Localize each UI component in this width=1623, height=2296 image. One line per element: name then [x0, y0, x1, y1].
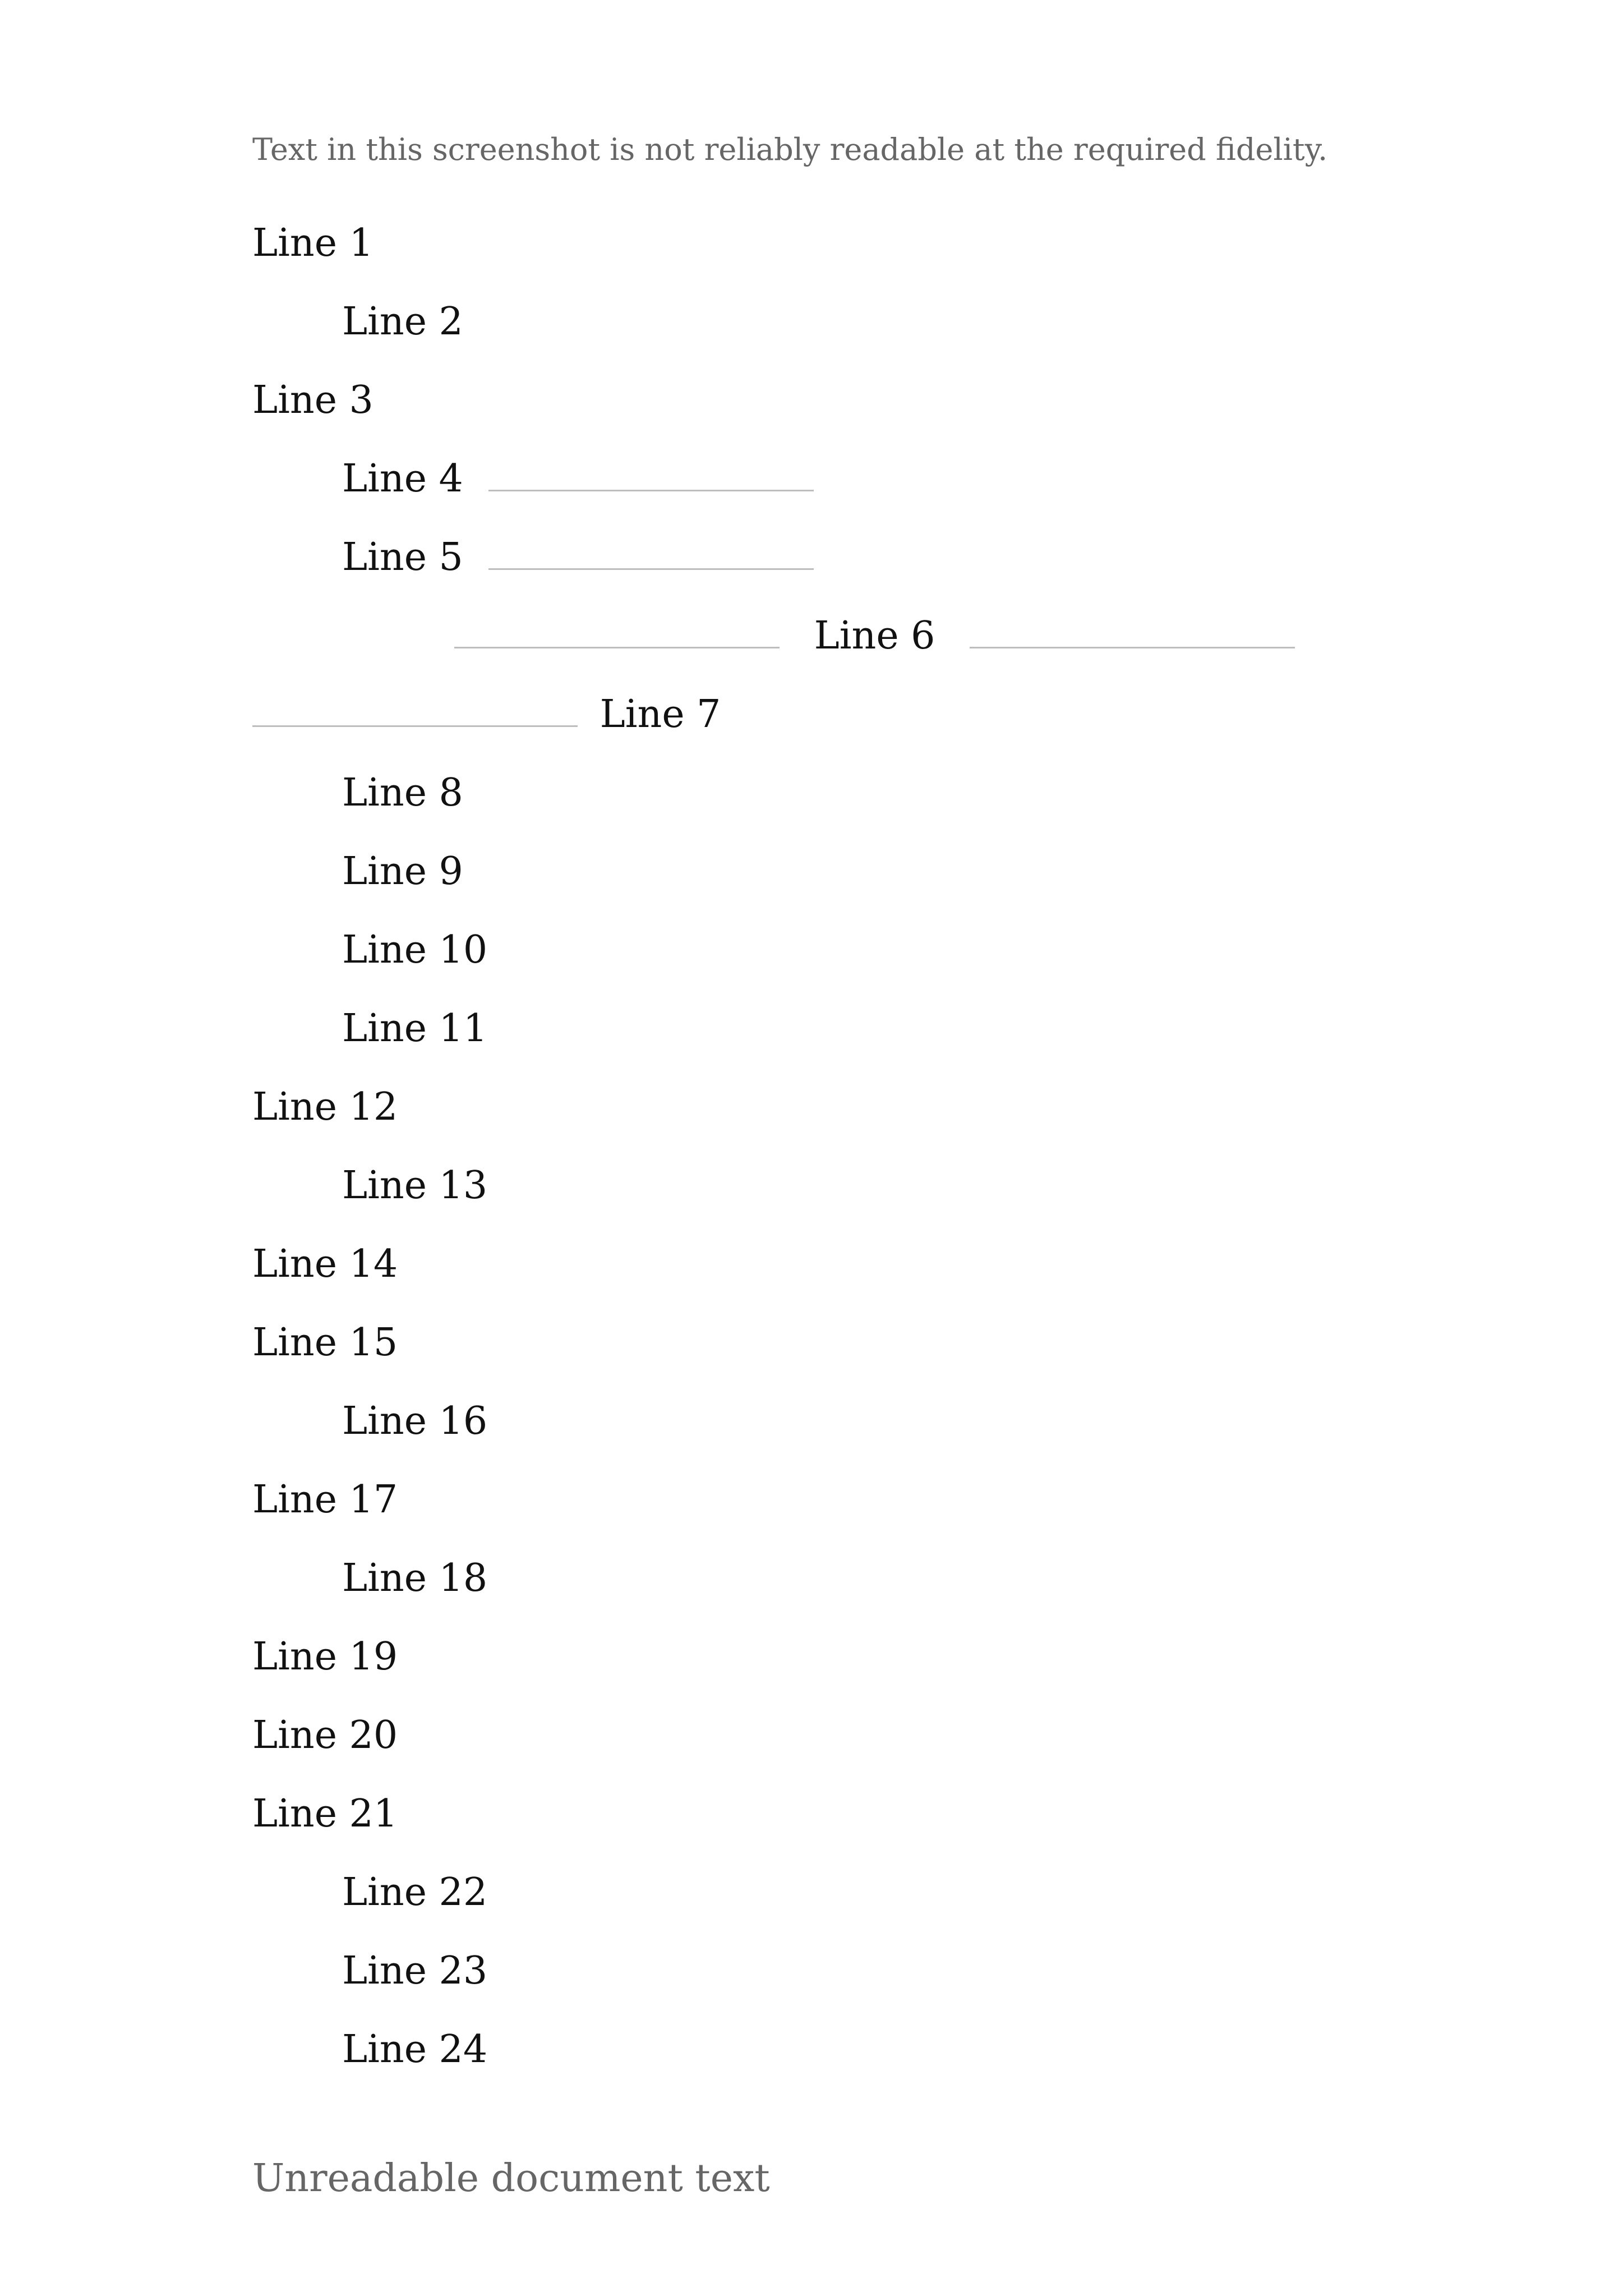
line-label: Line 14 — [252, 1242, 398, 1286]
text-line-22 — [342, 1870, 488, 1915]
line-label: Line 21 — [252, 1792, 398, 1836]
line-label: Line 3 — [252, 378, 374, 422]
text-line-16 — [342, 1399, 488, 1443]
blank-line — [970, 647, 1295, 648]
text-line-13 — [342, 1163, 488, 1208]
line-label: Line 16 — [342, 1399, 488, 1443]
blank-line — [488, 490, 814, 491]
text-line-23 — [342, 1949, 488, 1993]
line-label: Line 24 — [342, 2027, 488, 2072]
blank-line — [488, 568, 814, 570]
line-label: Line 5 — [342, 535, 463, 579]
line-label: Line 18 — [342, 1556, 488, 1600]
blank-line — [252, 725, 578, 727]
text-line-7 — [252, 692, 721, 737]
line-label: Line 11 — [342, 1006, 488, 1051]
blank-line — [454, 647, 780, 648]
placeholder-label: Unreadable document text — [252, 2156, 770, 2201]
line-label: Line 17 — [252, 1478, 398, 1522]
line-label: Line 4 — [342, 457, 463, 501]
text-line-20 — [252, 1713, 398, 1757]
text-line-10 — [342, 928, 488, 972]
line-label: Line 10 — [342, 928, 488, 972]
text-line-8 — [342, 771, 463, 815]
text-line-14 — [252, 1242, 398, 1286]
text-line-3 — [252, 378, 374, 422]
text-line-18 — [342, 1556, 488, 1600]
line-label: Line 23 — [342, 1949, 488, 1993]
line-label: Line 7 — [600, 692, 721, 737]
line-label: Line 12 — [252, 1085, 398, 1129]
text-line-24 — [342, 2027, 488, 2072]
line-label: Line 19 — [252, 1635, 398, 1679]
text-line-17 — [252, 1478, 398, 1522]
text-line-5 — [342, 535, 814, 579]
line-label: Line 13 — [342, 1163, 488, 1208]
line-label: Line 8 — [342, 771, 463, 815]
line-label: Line 15 — [252, 1320, 398, 1365]
text-line-15 — [252, 1320, 398, 1365]
line-label: Line 6 — [814, 614, 935, 658]
page-notice: Text in this screenshot is not reliably readable at the required fidelity. — [252, 132, 1328, 167]
line-label: Line 1 — [252, 221, 374, 265]
text-line-11 — [342, 1006, 488, 1051]
line-label: Line 9 — [342, 849, 463, 894]
text-line-12 — [252, 1085, 398, 1129]
text-line-21 — [252, 1792, 398, 1836]
line-label: Line 22 — [342, 1870, 488, 1915]
text-line-19 — [252, 1635, 398, 1679]
text-line-2 — [342, 300, 463, 344]
text-line-9 — [342, 849, 463, 894]
line-label: Line 20 — [252, 1713, 398, 1757]
text-line-6 — [454, 614, 1295, 658]
text-line-1 — [252, 221, 374, 265]
text-line-4 — [342, 457, 814, 501]
line-label: Line 2 — [342, 300, 463, 344]
